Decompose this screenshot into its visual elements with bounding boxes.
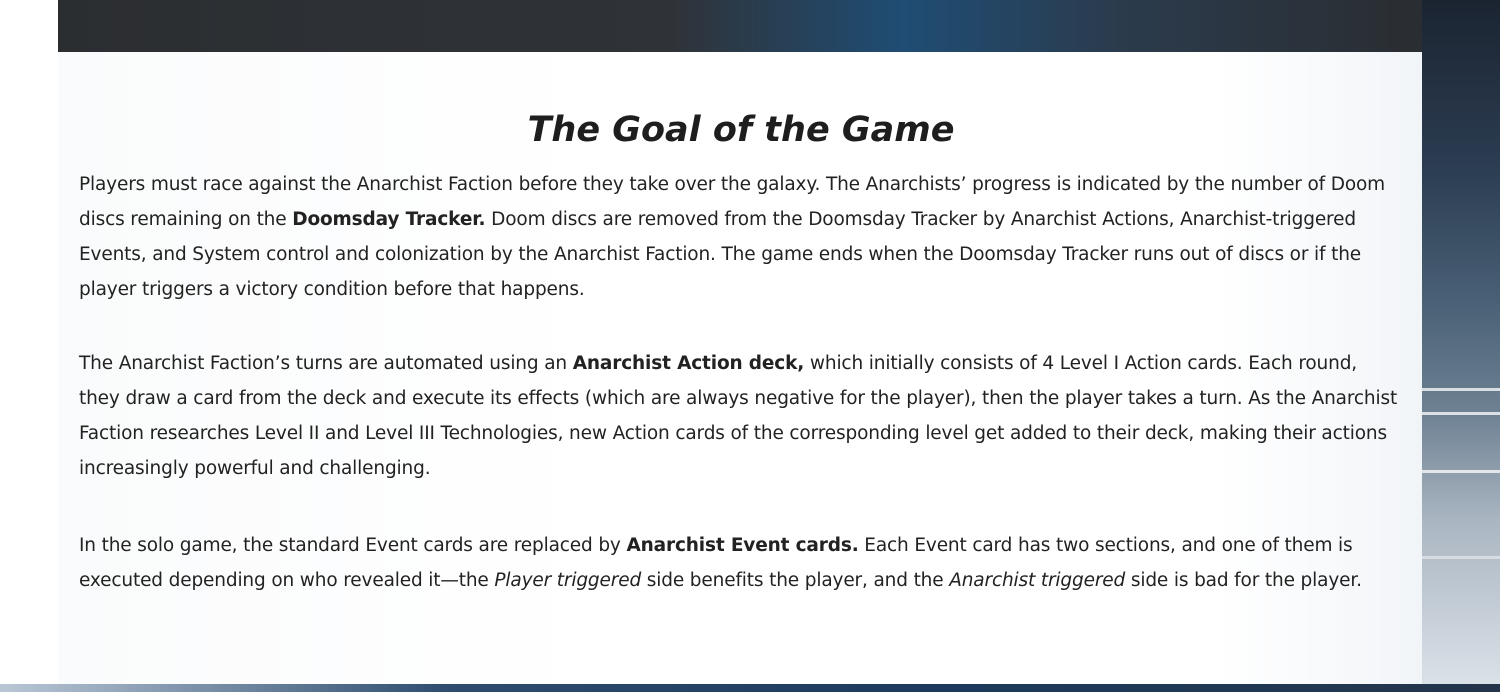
term-doomsday-tracker: Doomsday Tracker. (292, 209, 486, 230)
light-streak (1422, 556, 1500, 559)
term-anarchist-action-deck: Anarchist Action deck, (572, 353, 805, 374)
paragraph-text: which initially consists of 4 Level I Action cards. Each round, they draw a card from the deck and execute its effects (which are always negative for the player), then the player takes a turn. As the Anarchist Faction researches Level II and Level III Technologies, new Action cards of the corresponding level get added to their deck, making their actions increasingly powerful and challenging. (79, 353, 1398, 479)
term-anarchist-triggered: Anarchist triggered (949, 570, 1126, 591)
term-anarchist-event-cards: Anarchist Event cards. (626, 535, 859, 556)
footer-bar (0, 684, 1500, 692)
page-title: The Goal of the Game (527, 110, 955, 150)
term-player-triggered: Player triggered (494, 570, 642, 591)
paragraph-text: Players must race against the Anarchist Faction before they take over the galaxy. The Anarchists’ progress is indicated by the number of Doom discs remaining on the (79, 174, 1386, 230)
paragraph-text: The Anarchist Faction’s turns are automated using an (79, 353, 573, 374)
paragraph-event-cards (79, 528, 1399, 598)
light-streak (1422, 470, 1500, 473)
header-bar (58, 0, 1422, 52)
paragraph-text: In the solo game, the standard Event cards are replaced by (79, 535, 627, 556)
decorative-side-panel (1422, 0, 1500, 692)
paragraph-text: side is bad for the player. (1125, 570, 1362, 591)
light-streak (1422, 412, 1500, 415)
light-streak (1422, 388, 1500, 391)
paragraph-goal (79, 167, 1399, 307)
paragraph-text: Each Event card has two sections, and one of them is executed depending on who revealed it—the (79, 535, 1353, 591)
paragraph-action-deck (79, 346, 1399, 486)
paragraph-text: side benefits the player, and the (641, 570, 950, 591)
paragraph-text: Doom discs are removed from the Doomsday Tracker by Anarchist Actions, Anarchist-triggered Events, and System control and colonization by the Anarchist Faction. The game ends when the Doomsday Tracker runs out of discs or if the player triggers a victory condition before that happens. (79, 209, 1362, 300)
